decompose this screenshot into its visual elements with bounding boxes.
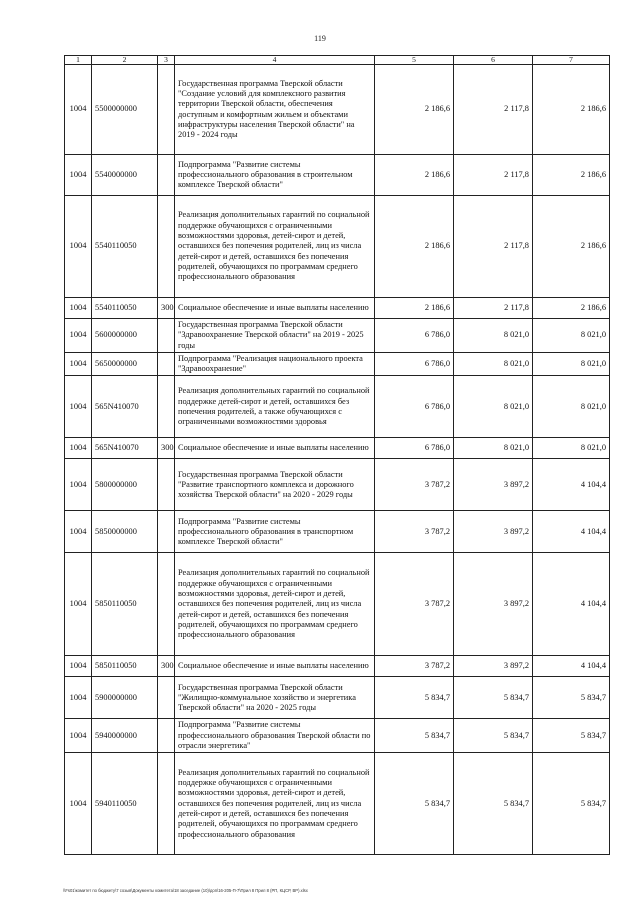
amount-year-2: 2 117,8 (454, 155, 533, 196)
amount-year-2: 3 897,2 (454, 459, 533, 511)
section-code: 1004 (65, 196, 92, 298)
amount-year-1: 3 787,2 (375, 459, 454, 511)
amount-year-3: 2 186,6 (533, 155, 610, 196)
amount-year-1: 2 186,6 (375, 196, 454, 298)
column-header: 1 (65, 56, 92, 65)
item-name: Государственная программа Тверской области "Развитие транспортного комплекса и дорожного хозяйства Тверской области" на 2020 - 2029 годы (175, 459, 375, 511)
amount-year-2: 2 117,8 (454, 196, 533, 298)
item-name: Социальное обеспечение и иные выплаты населению (175, 438, 375, 459)
amount-year-3: 4 104,4 (533, 553, 610, 656)
item-name: Подпрограмма "Развитие системы профессионального образования в транспортном комплексе Тверской области" (175, 511, 375, 553)
column-header: 7 (533, 56, 610, 65)
expense-type-code: 300 (158, 656, 175, 677)
page-number: 119 (314, 34, 326, 43)
expense-type-code (158, 196, 175, 298)
amount-year-3: 4 104,4 (533, 656, 610, 677)
item-name: Социальное обеспечение и иные выплаты населению (175, 656, 375, 677)
budget-table (64, 55, 610, 855)
amount-year-1: 2 186,6 (375, 65, 454, 155)
table-row (65, 459, 610, 511)
amount-year-1: 5 834,7 (375, 677, 454, 719)
table-row (65, 352, 610, 376)
table-row (65, 553, 610, 656)
amount-year-3: 4 104,4 (533, 511, 610, 553)
amount-year-2: 5 834,7 (454, 677, 533, 719)
amount-year-2: 2 117,8 (454, 298, 533, 319)
amount-year-1: 2 186,6 (375, 155, 454, 196)
table-row (65, 438, 610, 459)
amount-year-1: 3 787,2 (375, 656, 454, 677)
column-header: 2 (92, 56, 158, 65)
amount-year-2: 3 897,2 (454, 553, 533, 656)
footer-file-path: \\Fs01\комитет по бюджету\7 созыв\Документы комитета\18 заседание (10)\доп\16-205-П-7\Прил 8 Прил 8 (РП, КЦСР, ВР).xlsx (63, 888, 308, 893)
section-code: 1004 (65, 753, 92, 855)
amount-year-2: 5 834,7 (454, 753, 533, 855)
amount-year-1: 3 787,2 (375, 553, 454, 656)
amount-year-2: 8 021,0 (454, 376, 533, 438)
table-row (65, 155, 610, 196)
section-code: 1004 (65, 719, 92, 753)
target-article-code: 5540000000 (92, 155, 158, 196)
amount-year-2: 8 021,0 (454, 319, 533, 353)
expense-type-code (158, 677, 175, 719)
expense-type-code (158, 719, 175, 753)
table-row (65, 196, 610, 298)
section-code: 1004 (65, 459, 92, 511)
section-code: 1004 (65, 352, 92, 376)
column-header: 6 (454, 56, 533, 65)
column-header: 3 (158, 56, 175, 65)
amount-year-3: 5 834,7 (533, 719, 610, 753)
amount-year-3: 2 186,6 (533, 196, 610, 298)
expense-type-code (158, 553, 175, 656)
item-name: Реализация дополнительных гарантий по социальной поддержке обучающихся с ограниченными возможностями здоровья, детей-сирот и детей, оставшихся без попечения родителей, лиц из числа детей-сирот и детей, оставшихся без попечения родителей, обучающихся по программам среднего профессионального образования (175, 753, 375, 855)
target-article-code: 5850110050 (92, 553, 158, 656)
table-row (65, 298, 610, 319)
expense-type-code (158, 511, 175, 553)
target-article-code: 5940000000 (92, 719, 158, 753)
amount-year-2: 3 897,2 (454, 511, 533, 553)
amount-year-3: 5 834,7 (533, 753, 610, 855)
amount-year-1: 3 787,2 (375, 511, 454, 553)
item-name: Государственная программа Тверской области "Создание условий для комплексного развития территории Тверской области, обеспечения доступным и комфортным жильем и объектами инфраструктуры населения Тверской области" на 2019 - 2024 годы (175, 65, 375, 155)
section-code: 1004 (65, 511, 92, 553)
section-code: 1004 (65, 319, 92, 353)
table-row (65, 656, 610, 677)
item-name: Социальное обеспечение и иные выплаты населению (175, 298, 375, 319)
table-row (65, 753, 610, 855)
column-header: 5 (375, 56, 454, 65)
item-name: Государственная программа Тверской области "Жилищно-коммунальное хозяйство и энергетика Тверской области" на 2020 - 2025 годы (175, 677, 375, 719)
target-article-code: 5600000000 (92, 319, 158, 353)
amount-year-2: 8 021,0 (454, 438, 533, 459)
target-article-code: 5540110050 (92, 298, 158, 319)
amount-year-3: 4 104,4 (533, 459, 610, 511)
amount-year-3: 2 186,6 (533, 65, 610, 155)
amount-year-2: 8 021,0 (454, 352, 533, 376)
table-row (65, 511, 610, 553)
table-row (65, 719, 610, 753)
expense-type-code: 300 (158, 298, 175, 319)
item-name: Подпрограмма "Развитие системы профессионального образования Тверской области по отрасли энергетика" (175, 719, 375, 753)
target-article-code: 5650000000 (92, 352, 158, 376)
section-code: 1004 (65, 656, 92, 677)
table-row (65, 376, 610, 438)
section-code: 1004 (65, 65, 92, 155)
expense-type-code (158, 753, 175, 855)
amount-year-1: 6 786,0 (375, 352, 454, 376)
item-name: Подпрограмма "Развитие системы профессионального образования в строительном комплексе Тверской области" (175, 155, 375, 196)
section-code: 1004 (65, 298, 92, 319)
amount-year-1: 6 786,0 (375, 376, 454, 438)
amount-year-3: 8 021,0 (533, 376, 610, 438)
table-body (65, 65, 610, 855)
target-article-code: 565N410070 (92, 376, 158, 438)
item-name: Реализация дополнительных гарантий по социальной поддержке обучающихся с ограниченными возможностями здоровья, детей-сирот и детей, оставшихся без попечения родителей, лиц из числа детей-сирот и детей, оставшихся без попечения родителей, обучающихся по программам среднего профессионального образования (175, 553, 375, 656)
target-article-code: 5850110050 (92, 656, 158, 677)
amount-year-2: 3 897,2 (454, 656, 533, 677)
table-row (65, 677, 610, 719)
section-code: 1004 (65, 677, 92, 719)
target-article-code: 5500000000 (92, 65, 158, 155)
amount-year-2: 5 834,7 (454, 719, 533, 753)
expense-type-code (158, 65, 175, 155)
amount-year-3: 8 021,0 (533, 438, 610, 459)
amount-year-3: 8 021,0 (533, 319, 610, 353)
amount-year-1: 6 786,0 (375, 438, 454, 459)
target-article-code: 5850000000 (92, 511, 158, 553)
item-name: Реализация дополнительных гарантий по социальной поддержке детей-сирот и детей, оставшихся без попечения родителей, а также обучающихся с ограниченными возможностями здоровья (175, 376, 375, 438)
expense-type-code (158, 155, 175, 196)
item-name: Реализация дополнительных гарантий по социальной поддержке обучающихся с ограниченными возможностями здоровья, детей-сирот и детей, оставшихся без попечения родителей, лиц из числа детей-сирот и детей, оставшихся без попечения родителей, обучающихся по программам среднего профессионального образования (175, 196, 375, 298)
amount-year-1: 5 834,7 (375, 753, 454, 855)
expense-type-code (158, 459, 175, 511)
amount-year-2: 2 117,8 (454, 65, 533, 155)
target-article-code: 5900000000 (92, 677, 158, 719)
target-article-code: 5800000000 (92, 459, 158, 511)
amount-year-1: 2 186,6 (375, 298, 454, 319)
expense-type-code (158, 352, 175, 376)
target-article-code: 565N410070 (92, 438, 158, 459)
amount-year-1: 5 834,7 (375, 719, 454, 753)
section-code: 1004 (65, 376, 92, 438)
expense-type-code (158, 319, 175, 353)
amount-year-1: 6 786,0 (375, 319, 454, 353)
target-article-code: 5940110050 (92, 753, 158, 855)
expense-type-code (158, 376, 175, 438)
amount-year-3: 5 834,7 (533, 677, 610, 719)
header-row (65, 56, 610, 65)
section-code: 1004 (65, 438, 92, 459)
item-name: Подпрограмма "Реализация национального проекта "Здравоохранение" (175, 352, 375, 376)
amount-year-3: 8 021,0 (533, 352, 610, 376)
expense-type-code: 300 (158, 438, 175, 459)
amount-year-3: 2 186,6 (533, 298, 610, 319)
table-row (65, 65, 610, 155)
table-row (65, 319, 610, 353)
section-code: 1004 (65, 553, 92, 656)
section-code: 1004 (65, 155, 92, 196)
column-header: 4 (175, 56, 375, 65)
target-article-code: 5540110050 (92, 196, 158, 298)
item-name: Государственная программа Тверской области "Здравоохранение Тверской области" на 2019 - 2025 годы (175, 319, 375, 353)
